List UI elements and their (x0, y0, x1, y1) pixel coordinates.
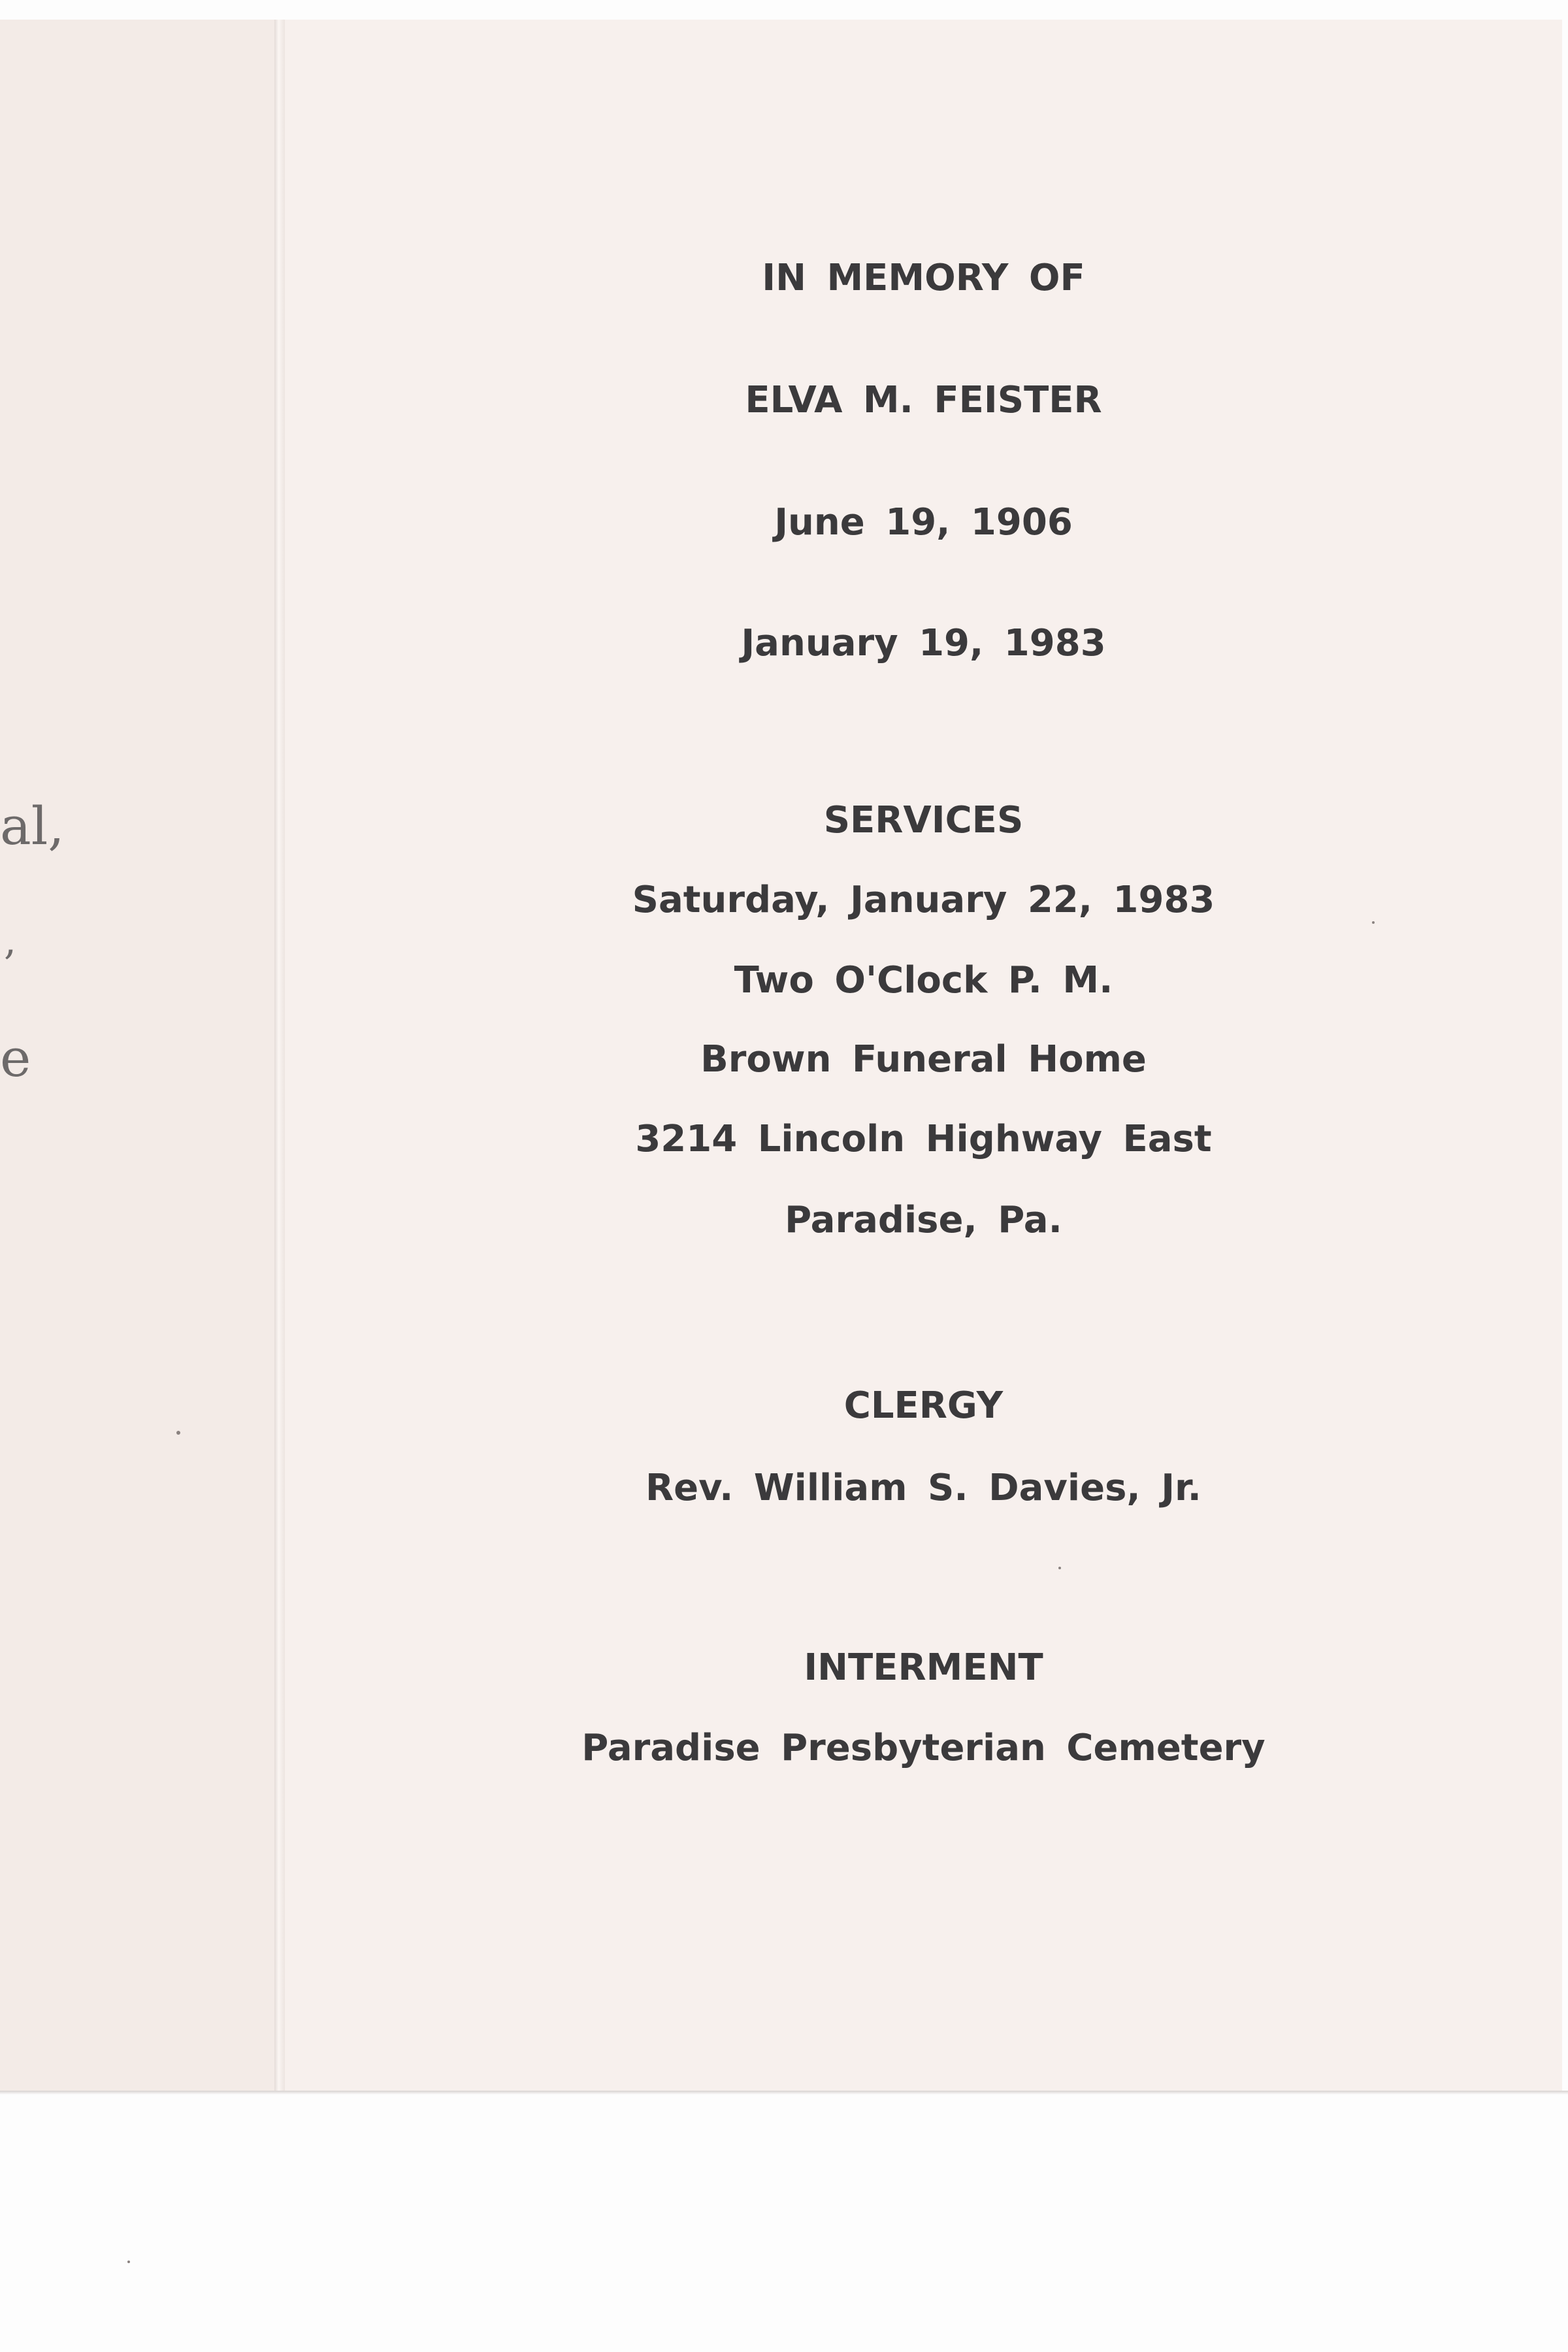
services-place: Brown Funeral Home (700, 1038, 1147, 1081)
death-date: January 19, 1983 (741, 622, 1106, 664)
services-address: 3214 Lincoln Highway East (635, 1118, 1212, 1160)
left-panel-fragment: e (0, 1028, 31, 1088)
card-fold-crease (274, 20, 285, 2091)
left-panel-fragment: al, (0, 796, 65, 857)
deceased-name: ELVA M. FEISTER (745, 379, 1102, 421)
services-time: Two O'Clock P. M. (734, 959, 1113, 1002)
paper-speck (1372, 921, 1375, 924)
memorial-heading: IN MEMORY OF (762, 257, 1085, 299)
paper-speck (176, 1431, 180, 1435)
birth-date: June 19, 1906 (774, 501, 1073, 544)
clergy-name: Rev. William S. Davies, Jr. (645, 1467, 1201, 1509)
interment-heading: INTERMENT (804, 1646, 1043, 1689)
services-heading: SERVICES (823, 799, 1024, 841)
interment-place: Paradise Presbyterian Cemetery (581, 1727, 1266, 1769)
paper-speck (127, 2261, 130, 2263)
left-folded-panel (0, 20, 285, 2091)
left-panel-fragment: , (4, 918, 17, 964)
clergy-heading: CLERGY (843, 1384, 1004, 1427)
services-city: Paradise, Pa. (785, 1199, 1062, 1241)
card-bottom-edge (0, 2091, 1568, 2095)
paper-speck (1058, 1567, 1061, 1569)
services-date: Saturday, January 22, 1983 (632, 879, 1215, 921)
